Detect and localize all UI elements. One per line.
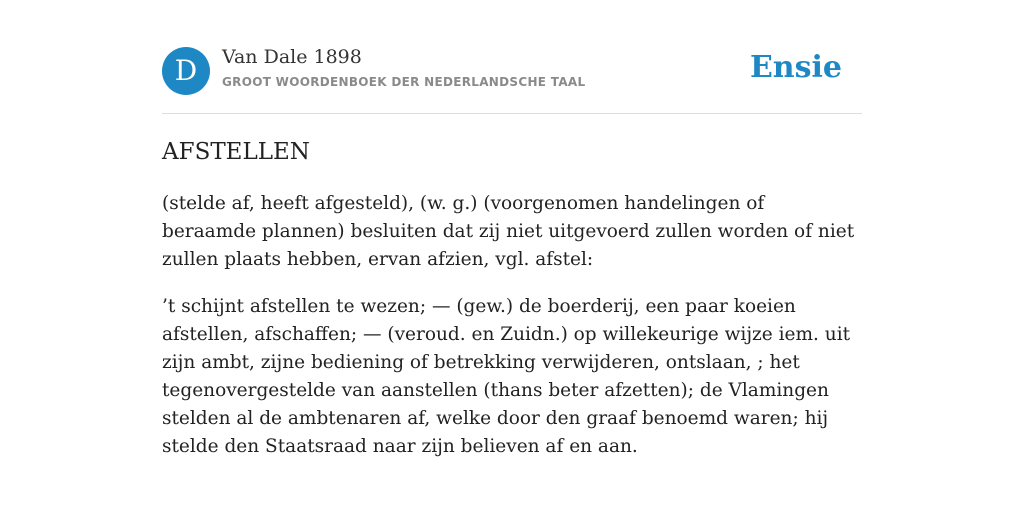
- dictionary-subtitle: GROOT WOORDENBOEK DER NEDERLANDSCHE TAAL: [222, 75, 586, 89]
- entry-examples-paragraph: ’t schijnt afstellen te wezen; — (gew.) de boerderij, een paar koeien afstellen, afschaffen; — (veroud. en Zuidn.) op willekeurige wijze iem. uit zijn ambt, zijne bediening of betrekking verwijderen, ontslaan, ; het tegenovergestelde van aanstellen (thans beter afzetten); de Vlamingen stelden al de ambtenaren af, welke door den graaf benoemd waren; hij stelde den Staatsraad naar zijn believen af en aan.: [162, 296, 851, 457]
- dictionary-title[interactable]: Van Dale 1898: [222, 46, 362, 68]
- header: [162, 46, 862, 96]
- entry-definition-paragraph: (stelde af, heeft afgesteld), (w. g.) (voorgenomen handelingen of beraamde plannen) besluiten dat zij niet uitgevoerd zullen worden of niet zullen plaats hebben, ervan afzien, vgl. afstel:: [162, 193, 855, 270]
- header-divider: [162, 113, 862, 114]
- dictionary-logo-icon[interactable]: D: [162, 47, 210, 95]
- entry-headword: AFSTELLEN: [162, 139, 310, 165]
- ensie-logo[interactable]: Ensie: [749, 50, 842, 85]
